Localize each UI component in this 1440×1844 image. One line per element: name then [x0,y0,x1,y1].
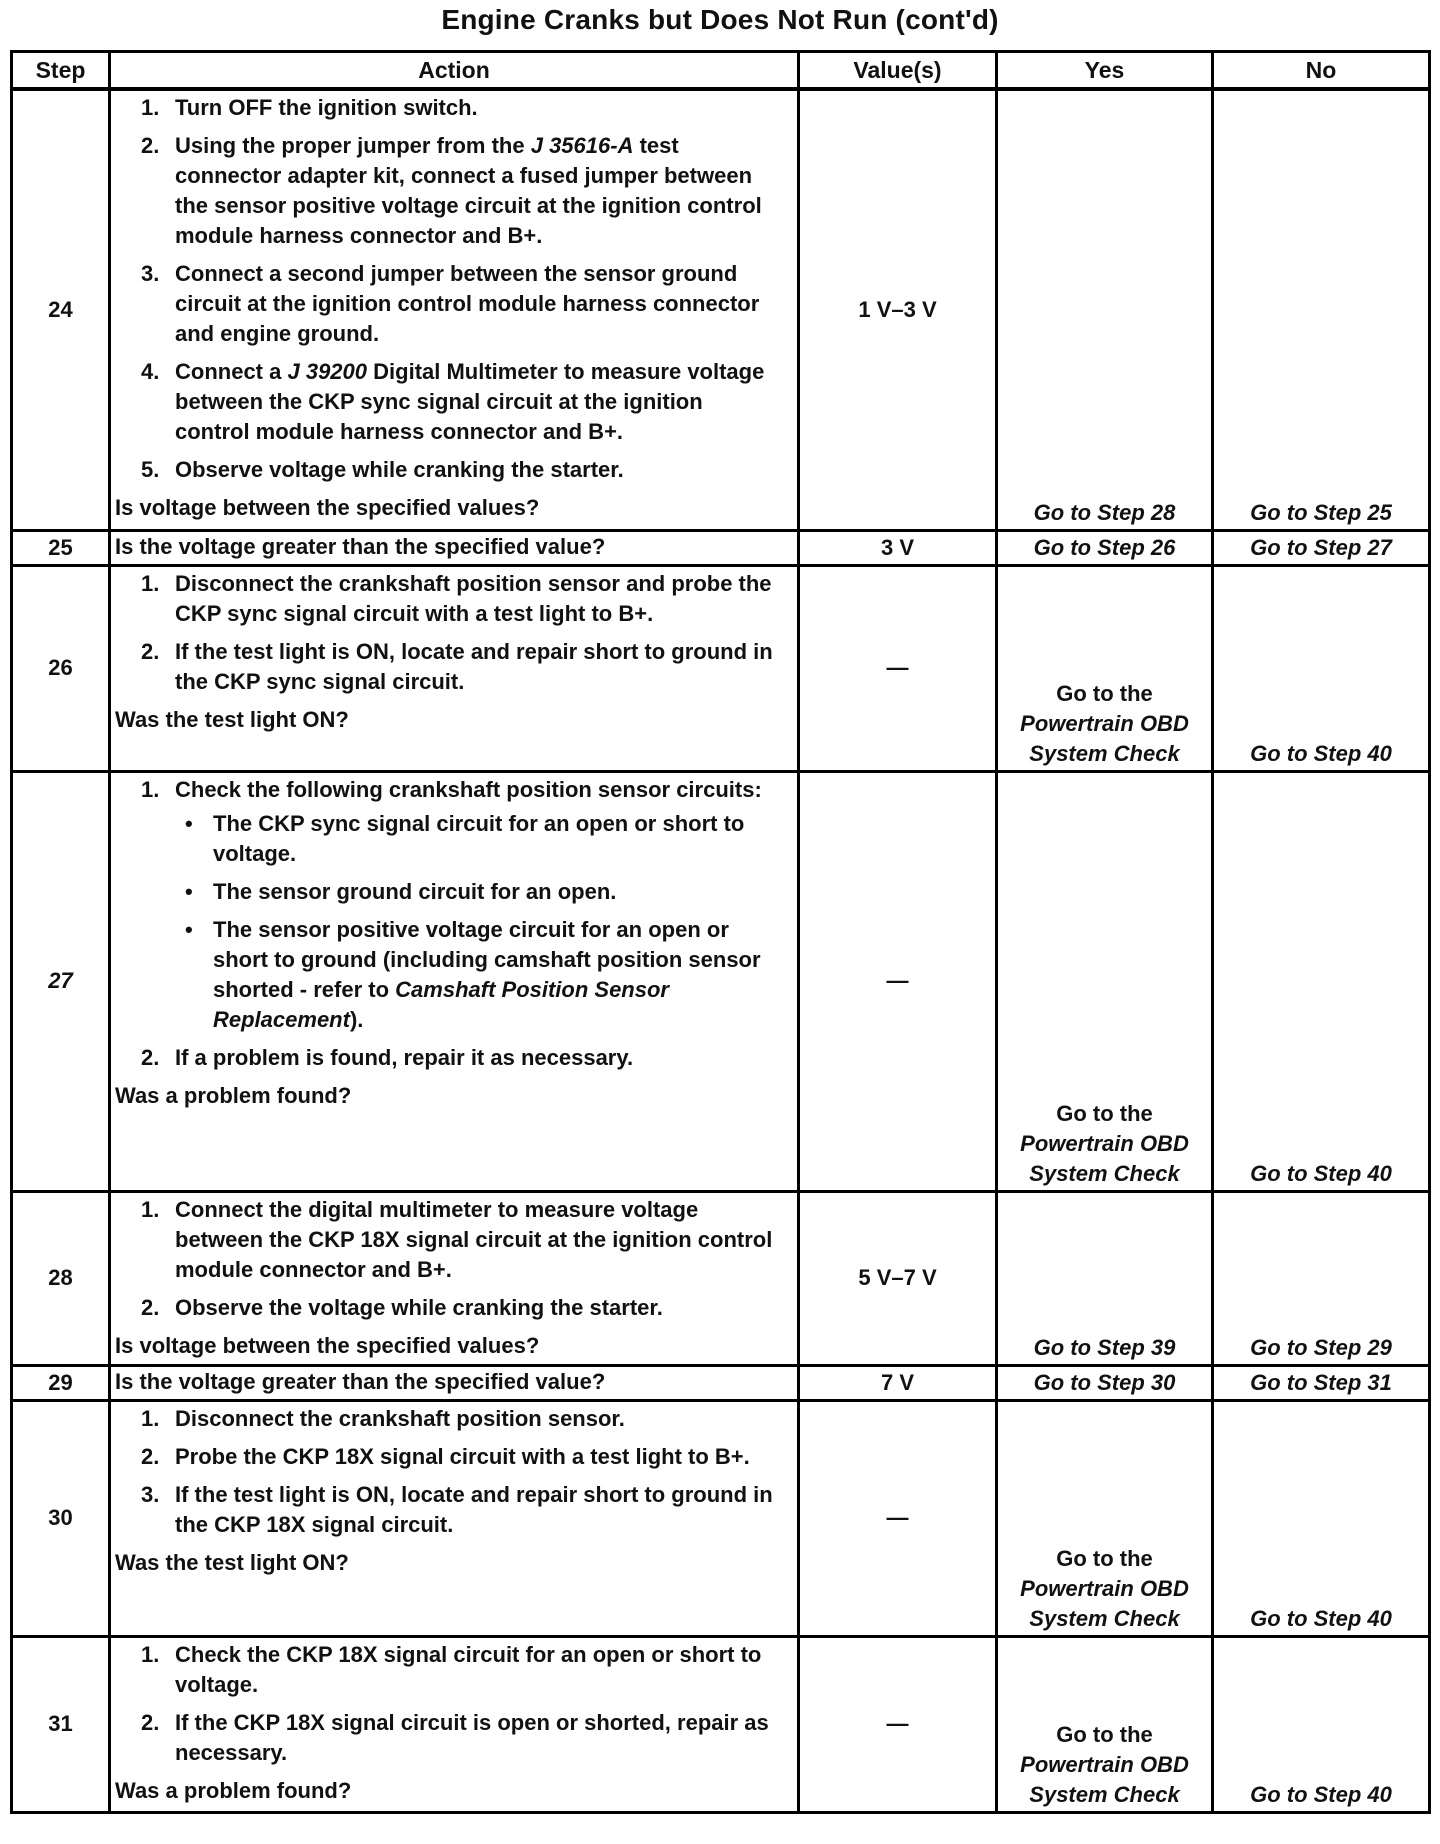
no-cell: Go to Step 31 [1213,1365,1430,1400]
no-cell: Go to Step 40 [1213,565,1430,771]
action-item [111,1480,797,1540]
yes-text: Go to the [1056,1545,1153,1571]
action-cell [110,1365,799,1400]
header-step: Step [12,52,110,90]
step-number: 28 [12,1191,110,1365]
yes-cell: Go to Step 28 [997,89,1213,530]
action-item [111,455,797,485]
item-number: 4. [141,359,160,384]
no-cell: Go to Step 29 [1213,1191,1430,1365]
table-row-step-27 [12,771,1430,1191]
item-text: Disconnect the crankshaft position sensor. [175,1405,625,1431]
diagnostic-table [10,50,1431,1814]
table-row-step-30 [12,1400,1430,1636]
item-text: Check the following crankshaft position sensor circuits: [175,776,762,802]
yes-cell [997,1636,1213,1812]
no-cell: Go to Step 27 [1213,530,1430,565]
step-number: 26 [12,565,110,771]
item-text: Connect a second jumper between the sensor ground circuit at the ignition control module harness connector and engine ground. [175,261,760,346]
action-item [111,357,797,447]
action-question: Is voltage between the specified values? [115,1332,540,1358]
bullet-item [175,915,783,1035]
item-number: 1. [141,1196,160,1222]
table-row-step-25 [12,530,1430,565]
header-action: Action [110,52,799,90]
item-text: If a problem is found, repair it as necessary. [175,1044,634,1070]
action-question: Is the voltage greater than the specified value? [115,533,606,559]
yes-text: Powertrain OBD [1020,1130,1189,1156]
action-item [111,1404,797,1434]
header-yes: Yes [997,52,1213,90]
item-text: If the test light is ON, locate and repair short to ground in the CKP sync signal circuit. [175,638,773,694]
item-number: 2. [141,1294,160,1320]
yes-cell: Go to Step 26 [997,530,1213,565]
item-text: Disconnect the crankshaft position sensor and probe the CKP sync signal circuit with a test light to B+. [175,570,772,626]
action-cell [110,530,799,565]
bullet-item [175,877,783,907]
action-item [111,1293,797,1323]
item-text: Digital Multimeter to measure voltage between the CKP sync signal circuit at the ignition control module harness connector and B+. [175,359,765,444]
not-applicable-dash: — [886,968,909,993]
item-text: Connect the digital multimeter to measure voltage between the CKP 18X signal circuit at the ignition control module connector and B+. [175,1196,773,1282]
item-text: Observe the voltage while cranking the starter. [175,1294,663,1320]
item-text: Connect a [175,359,282,384]
item-text: test connector adapter kit, connect a fused jumper between the sensor positive voltage circuit at the ignition control module harness connector and B+. [175,133,762,248]
action-item [111,569,797,629]
item-text: The sensor positive voltage circuit for an open or short to ground (including camshaft position sensor shorted - refer to [213,916,761,1002]
yes-cell: Go to Step 30 [997,1365,1213,1400]
action-question: Was the test light ON? [115,1549,349,1575]
not-applicable-dash: — [886,655,909,680]
action-item [111,259,797,349]
action-item [111,775,797,1035]
bullet-item [175,809,783,869]
tool-reference: J 39200 [287,359,368,384]
item-number: 1. [141,1405,160,1431]
item-number: 5. [141,457,160,482]
item-text: Using the proper jumper from the [175,133,525,158]
step-number: 27 [12,771,110,1191]
item-text: ). [349,1006,364,1032]
action-cell [110,1191,799,1365]
value-cell [799,771,997,1191]
yes-text: System Check [1029,740,1180,766]
item-number: 2. [141,1443,160,1469]
page-title: Engine Cranks but Does Not Run (cont'd) [441,4,999,35]
item-number: 1. [141,1641,160,1667]
action-item [111,1640,797,1700]
header-no: No [1213,52,1430,90]
tool-reference: J 35616-A [530,133,634,158]
value-cell [799,1400,997,1636]
header-values: Value(s) [799,52,997,90]
item-text: The CKP sync signal circuit for an open or short to voltage. [213,810,745,866]
action-item [111,93,797,123]
item-number: 1. [141,776,160,802]
action-question: Was a problem found? [115,1777,352,1803]
action-cell [110,771,799,1191]
action-question: Is voltage between the specified values? [115,495,540,520]
no-cell: Go to Step 40 [1213,1636,1430,1812]
bullet-icon: • [185,916,193,942]
value-cell: 5 V–7 V [799,1191,997,1365]
action-item [111,1043,797,1073]
yes-cell [997,1400,1213,1636]
item-number: 1. [141,570,160,596]
table-row-step-26 [12,565,1430,771]
item-text: If the test light is ON, locate and repair short to ground in the CKP 18X signal circuit. [175,1481,773,1537]
bullet-icon: • [185,878,193,904]
action-item [111,1195,797,1285]
action-item [111,637,797,697]
item-text: Probe the CKP 18X signal circuit with a test light to B+. [175,1443,750,1469]
value-cell [799,565,997,771]
table-row-step-24 [12,89,1430,530]
item-number: 2. [141,133,160,158]
yes-text: System Check [1029,1781,1180,1807]
no-cell: Go to Step 40 [1213,1400,1430,1636]
table-row-step-31 [12,1636,1430,1812]
yes-cell [997,565,1213,771]
item-text: Check the CKP 18X signal circuit for an open or short to voltage. [175,1641,762,1697]
item-number: 1. [141,95,160,120]
action-item [111,1708,797,1768]
yes-text: System Check [1029,1605,1180,1631]
yes-text: Go to the [1056,1721,1153,1747]
yes-text: Go to the [1056,1100,1153,1126]
value-cell: 1 V–3 V [799,89,997,530]
action-cell [110,565,799,771]
not-applicable-dash: — [886,1505,909,1530]
not-applicable-dash: — [886,1711,909,1736]
yes-text: Powertrain OBD [1020,1751,1189,1777]
item-text: Turn OFF the ignition switch. [175,95,478,120]
yes-text: Powertrain OBD [1020,1575,1189,1601]
action-question: Is the voltage greater than the specified value? [115,1368,606,1394]
action-item [111,1442,797,1472]
table-row-step-29 [12,1365,1430,1400]
item-number: 2. [141,1709,160,1735]
item-number: 3. [141,261,160,286]
step-number: 31 [12,1636,110,1812]
no-cell: Go to Step 40 [1213,771,1430,1191]
value-cell: 3 V [799,530,997,565]
item-number: 3. [141,1481,160,1507]
item-number: 2. [141,1044,160,1070]
action-item [111,131,797,251]
no-cell: Go to Step 25 [1213,89,1430,530]
action-question: Was the test light ON? [115,706,349,732]
action-cell [110,1400,799,1636]
procedure-reference: Camshaft Position Sensor Replacement [213,976,669,1032]
action-cell [110,1636,799,1812]
value-cell: 7 V [799,1365,997,1400]
step-number: 24 [12,89,110,530]
step-number: 30 [12,1400,110,1636]
action-cell [110,89,799,530]
yes-cell: Go to Step 39 [997,1191,1213,1365]
yes-text: Go to the [1056,680,1153,706]
step-number: 29 [12,1365,110,1400]
yes-text: System Check [1029,1160,1180,1186]
bullet-icon: • [185,810,193,836]
item-text: Observe voltage while cranking the starter. [175,457,624,482]
table-header-row [12,52,1430,90]
yes-cell [997,771,1213,1191]
item-text: If the CKP 18X signal circuit is open or shorted, repair as necessary. [175,1709,769,1765]
item-text: The sensor ground circuit for an open. [213,878,617,904]
value-cell [799,1636,997,1812]
table-row-step-28 [12,1191,1430,1365]
action-question: Was a problem found? [115,1082,352,1108]
item-number: 2. [141,638,160,664]
step-number: 25 [12,530,110,565]
yes-text: Powertrain OBD [1020,710,1189,736]
